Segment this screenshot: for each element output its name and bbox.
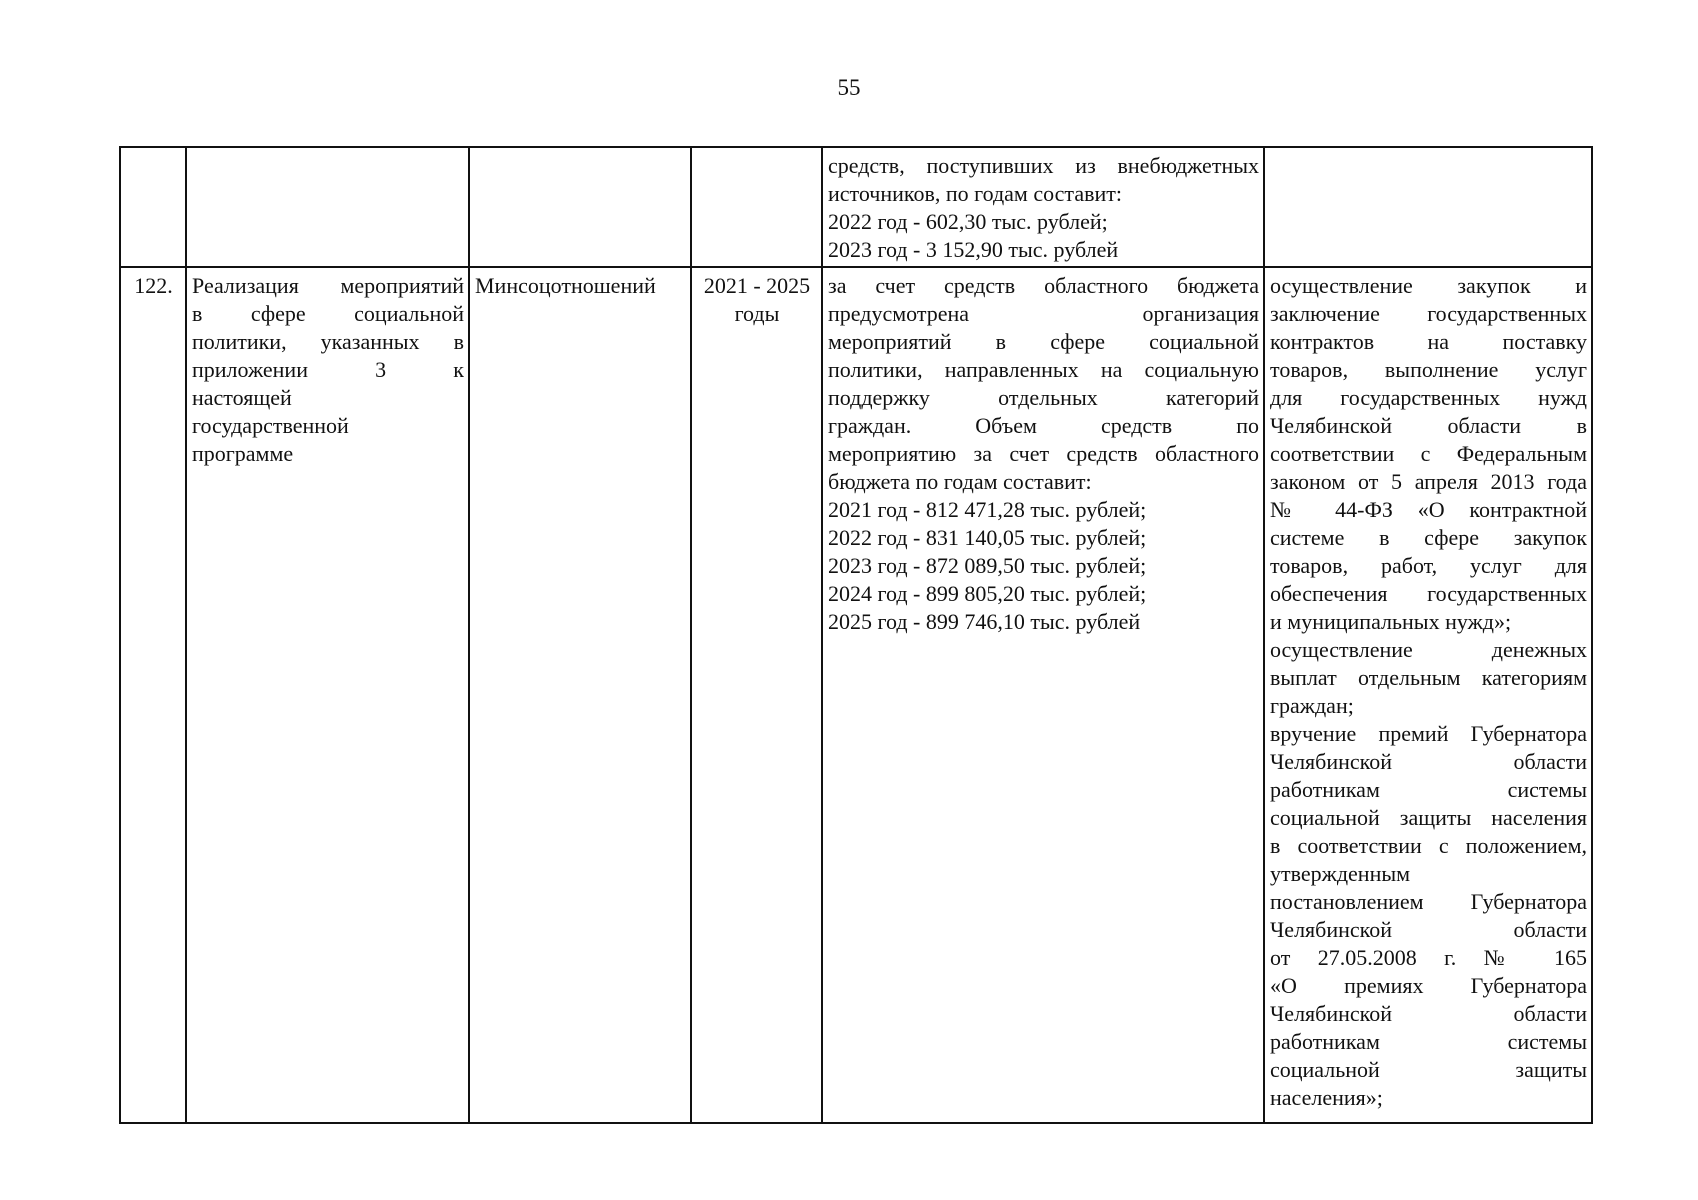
text-line: бюджета по годам составит: bbox=[828, 469, 1092, 494]
text-line: Челябинской области в bbox=[1270, 413, 1587, 438]
program-measures-table bbox=[119, 146, 1593, 1124]
text-line: предусмотрена организация bbox=[828, 301, 1259, 326]
cell-measure-name bbox=[186, 267, 469, 1123]
text-line: 2022 год - 602,30 тыс. рублей; bbox=[828, 209, 1108, 234]
text-line: работникам системы bbox=[1270, 1029, 1587, 1054]
cell-result bbox=[1264, 267, 1592, 1123]
text-line: товаров, работ, услуг для bbox=[1270, 553, 1587, 578]
text-line: средств, поступивших из внебюджетных bbox=[828, 153, 1259, 178]
text-line: мероприятий в сфере социальной bbox=[828, 329, 1259, 354]
text-line: настоящей bbox=[192, 385, 292, 410]
cell-term bbox=[691, 267, 822, 1123]
cell-measure-name bbox=[186, 147, 469, 267]
cell-responsible bbox=[469, 147, 691, 267]
text-line: 2022 год - 831 140,05 тыс. рублей; bbox=[828, 525, 1147, 550]
text-line: Челябинской области bbox=[1270, 917, 1587, 942]
table-row-122 bbox=[120, 267, 1592, 1123]
text-line: Реализация мероприятий bbox=[192, 273, 464, 298]
text-line: от 27.05.2008 г. № 165 bbox=[1270, 945, 1587, 970]
text-line: постановлением Губернатора bbox=[1270, 889, 1587, 914]
text-line: 2024 год - 899 805,20 тыс. рублей; bbox=[828, 581, 1147, 606]
text-line: выплат отдельным категориям bbox=[1270, 665, 1587, 690]
text-line: системе в сфере закупок bbox=[1270, 525, 1587, 550]
text-line: № 44-ФЗ «О контрактной bbox=[1270, 497, 1587, 522]
text-line: осуществление денежных bbox=[1270, 637, 1587, 662]
text-line: 2023 год - 3 152,90 тыс. рублей bbox=[828, 237, 1119, 262]
text-line: осуществление закупок и bbox=[1270, 273, 1587, 298]
text-line: Челябинской области bbox=[1270, 1001, 1587, 1026]
cell-term bbox=[691, 147, 822, 267]
text-line: 2023 год - 872 089,50 тыс. рублей; bbox=[828, 553, 1147, 578]
cell-funding bbox=[822, 147, 1264, 267]
text-line: Челябинской области bbox=[1270, 749, 1587, 774]
text-line: граждан; bbox=[1270, 693, 1354, 718]
text-line: соответствии с Федеральным bbox=[1270, 441, 1587, 466]
text-line: государственной bbox=[192, 413, 349, 438]
text-line: поддержку отдельных категорий bbox=[828, 385, 1259, 410]
text-line: утвержденным bbox=[1270, 861, 1411, 886]
text-line: и муниципальных нужд»; bbox=[1270, 609, 1512, 634]
text-line: населения»; bbox=[1270, 1085, 1383, 1110]
text-line: мероприятию за счет средств областного bbox=[828, 441, 1259, 466]
text-line: «О премиях Губернатора bbox=[1270, 973, 1587, 998]
text-line: работникам системы bbox=[1270, 777, 1587, 802]
text-line: законом от 5 апреля 2013 года bbox=[1270, 469, 1587, 494]
text-line: 2021 год - 812 471,28 тыс. рублей; bbox=[828, 497, 1147, 522]
text-line: социальной защиты bbox=[1270, 1057, 1587, 1082]
text-line: товаров, выполнение услуг bbox=[1270, 357, 1587, 382]
page-number: 55 bbox=[837, 75, 861, 100]
text-line: вручение премий Губернатора bbox=[1270, 721, 1587, 746]
text-line: приложении 3 к bbox=[192, 357, 464, 382]
text-line: за счет средств областного бюджета bbox=[828, 273, 1259, 298]
text-line: 2025 год - 899 746,10 тыс. рублей bbox=[828, 609, 1141, 634]
term-line: годы bbox=[734, 301, 780, 326]
text-line: обеспечения государственных bbox=[1270, 581, 1587, 606]
term-line: 2021 - 2025 bbox=[703, 273, 811, 298]
text-line: политики, указанных в bbox=[192, 329, 464, 354]
responsible-name: Минсоцотношений bbox=[475, 273, 656, 298]
text-line: в сфере социальной bbox=[192, 301, 464, 326]
text-line: источников, по годам составит: bbox=[828, 181, 1122, 206]
text-line: заключение государственных bbox=[1270, 301, 1587, 326]
cell-responsible bbox=[469, 267, 691, 1123]
text-line: граждан. Объем средств по bbox=[828, 413, 1259, 438]
text-line: программе bbox=[192, 441, 294, 466]
text-line: в соответствии с положением, bbox=[1270, 833, 1587, 858]
text-line: политики, направленных на социальную bbox=[828, 357, 1259, 382]
text-line: социальной защиты населения bbox=[1270, 805, 1587, 830]
text-line: для государственных нужд bbox=[1270, 385, 1587, 410]
row-number: 122. bbox=[134, 273, 173, 298]
cell-result bbox=[1264, 147, 1592, 267]
table-row-continuation bbox=[120, 147, 1592, 267]
text-line: контрактов на поставку bbox=[1270, 329, 1587, 354]
cell-funding bbox=[822, 267, 1264, 1123]
cell-number bbox=[120, 147, 186, 267]
cell-number bbox=[120, 267, 186, 1123]
